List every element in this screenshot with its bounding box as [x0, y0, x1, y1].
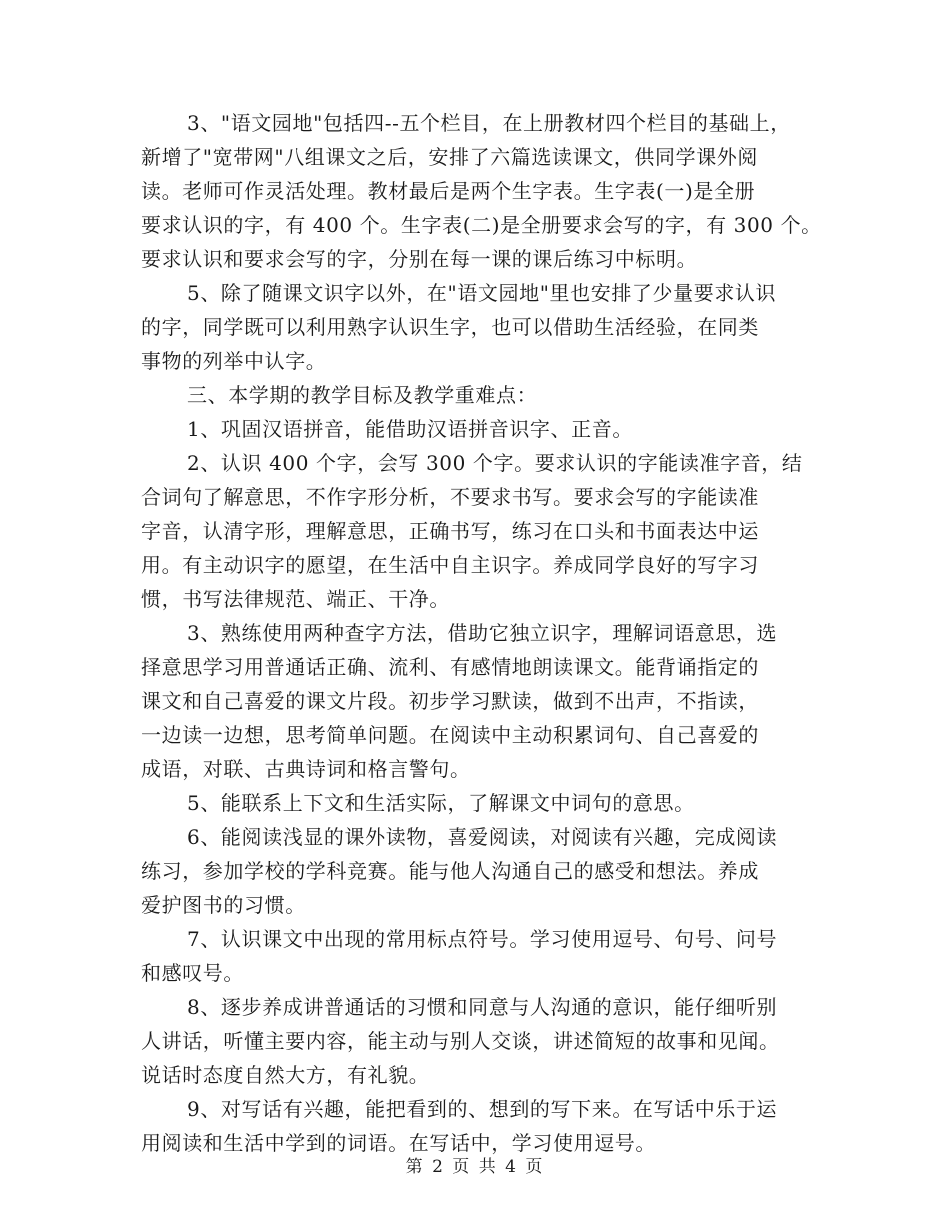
text-line: 人讲话，听懂主要内容，能主动与别人交谈，讲述简短的故事和见闻。: [141, 1029, 780, 1053]
text-line: 课文和自己喜爱的课文片段。初步学习默读，做到不出声，不指读，: [141, 689, 759, 713]
document-body: [141, 106, 821, 1160]
text-line: 的字，同学既可以利用熟字认识生字，也可以借助生活经验，在同类: [141, 315, 759, 339]
text-line: 1、巩固汉语拼音，能借助汉语拼音识字、正音。: [187, 417, 633, 441]
text-line: 读。老师可作灵活处理。教材最后是两个生字表。生字表(一)是全册: [141, 179, 756, 203]
text-line: 5、能联系上下文和生活实际，了解课文中词句的意思。: [187, 791, 695, 815]
text-line: 和感叹号。: [141, 961, 244, 985]
text-line: 一边读一边想，思考简单问题。在阅读中主动积累词句、自己喜爱的: [141, 723, 759, 747]
text-line: 5、除了随课文识字以外，在"语文园地"里也安排了少量要求认识: [187, 281, 777, 305]
paragraph: [141, 922, 821, 990]
paragraph: [141, 378, 821, 412]
text-line: 3、熟练使用两种查字方法，借助它独立识字，理解词语意思，选: [187, 621, 778, 645]
text-line: 说话时态度自然大方，有礼貌。: [141, 1063, 430, 1087]
paragraph: [141, 1092, 821, 1160]
text-line: 3、"语文园地"包括四--五个栏目，在上册教材四个栏目的基础上，: [187, 111, 791, 135]
text-line: 爱护图书的习惯。: [141, 893, 306, 917]
text-line: 2、认识 400 个字，会写 300 个字。要求认识的字能读准字音，结: [187, 451, 803, 475]
paragraph: [141, 276, 821, 378]
text-line: 惯，书写法律规范、端正、干净。: [141, 587, 450, 611]
text-line: 8、逐步养成讲普通话的习惯和同意与人沟通的意识，能仔细听别: [187, 995, 778, 1019]
paragraph: [141, 616, 821, 786]
text-line: 新增了"宽带网"八组课文之后，安排了六篇选读课文，供同学课外阅: [141, 145, 758, 169]
text-line: 要求认识和要求会写的字，分别在每一课的课后练习中标明。: [141, 247, 698, 271]
text-line: 要求认识的字，有 400 个。生字表(二)是全册要求会写的字，有 300 个。: [141, 213, 822, 237]
paragraph: [141, 106, 821, 276]
text-line: 7、认识课文中出现的常用标点符号。学习使用逗号、句号、问号: [187, 927, 778, 951]
text-line: 9、对写话有兴趣，能把看到的、想到的写下来。在写话中乐于运: [187, 1097, 778, 1121]
paragraph: [141, 990, 821, 1092]
text-line: 合词句了解意思，不作字形分析，不要求书写。要求会写的字能读准: [141, 485, 759, 509]
text-line: 用阅读和生活中学到的词语。在写话中，学习使用逗号。: [141, 1131, 656, 1155]
text-line: 成语，对联、古典诗词和格言警句。: [141, 757, 471, 781]
paragraph: [141, 820, 821, 922]
text-line: 字音，认清字形，理解意思，正确书写，练习在口头和书面表达中运: [141, 519, 759, 543]
page-footer: 第 2 页 共 4 页: [405, 1157, 545, 1177]
text-line: 6、能阅读浅显的课外读物，喜爱阅读，对阅读有兴趣，完成阅读: [187, 825, 778, 849]
text-line: 事物的列举中认字。: [141, 349, 327, 373]
text-line: 三、本学期的教学目标及教学重难点：: [187, 383, 538, 407]
text-line: 用。有主动识字的愿望，在生活中自主识字。养成同学良好的写字习: [141, 553, 759, 577]
text-line: 练习，参加学校的学科竞赛。能与他人沟通自己的感受和想法。养成: [141, 859, 759, 883]
paragraph: [141, 786, 821, 820]
paragraph: [141, 446, 821, 616]
text-line: 择意思学习用普通话正确、流利、有感情地朗读课文。能背诵指定的: [141, 655, 759, 679]
paragraph: [141, 412, 821, 446]
